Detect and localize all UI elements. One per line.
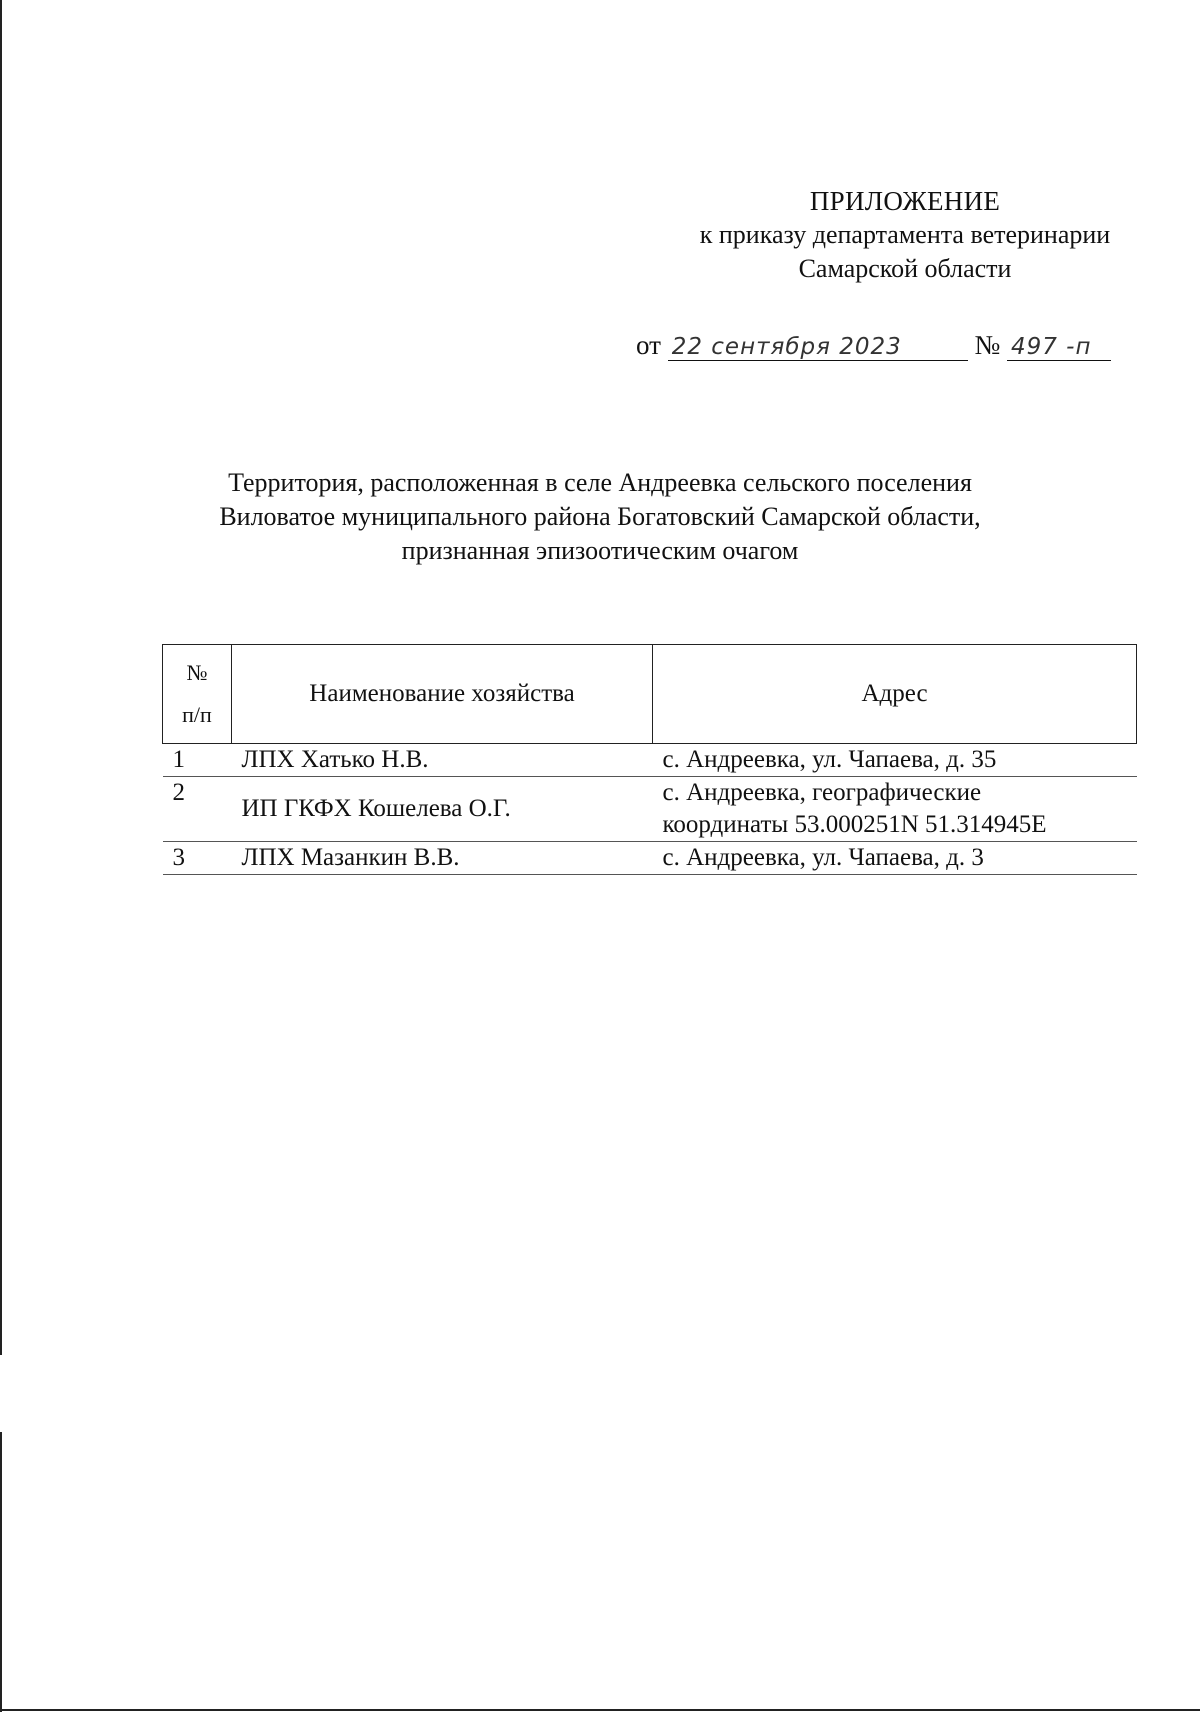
order-number: 497 -п (1007, 334, 1111, 361)
document-title-line2: Виловатое муниципального района Богатовский Самарской области, (219, 502, 981, 531)
row-address (653, 842, 1137, 875)
scan-edge-bottom (0, 1709, 1200, 1711)
row-address-line1: с. Андреевка, ул. Чапаева, д. 3 (662, 844, 984, 871)
scan-edge-left-lower (0, 1432, 2, 1712)
document-title-line1: Территория, расположенная в селе Андреевка сельского поселения (228, 468, 972, 497)
table-row (163, 842, 1137, 875)
row-address (653, 744, 1137, 777)
order-from-label: от (636, 330, 661, 360)
row-num: 1 (163, 744, 232, 777)
order-reference (636, 330, 1111, 361)
appendix-title: ПРИЛОЖЕНИЕ (809, 186, 1001, 216)
order-number-label: № (974, 330, 1001, 360)
document-title-line3: признанная эпизоотическим очагом (401, 536, 799, 565)
appendix-subtitle-line2: Самарской области (798, 254, 1012, 283)
scan-edge-left (0, 0, 2, 1355)
row-name: ЛПХ Хатько Н.В. (232, 744, 653, 777)
row-num: 2 (163, 777, 232, 842)
table-row (163, 777, 1137, 842)
farms-table-header (163, 645, 1137, 744)
header-cell-num (163, 645, 232, 744)
header-cell-address: Адрес (653, 645, 1137, 744)
farms-table-body (163, 744, 1137, 875)
row-name: ИП ГКФХ Кошелева О.Г. (232, 777, 653, 842)
row-address-line1: с. Андреевка, географические (662, 779, 982, 806)
header-num-abbrev: п/п (182, 702, 212, 727)
document-title (160, 466, 1040, 568)
row-address-line1: с. Андреевка, ул. Чапаева, д. 35 (662, 746, 997, 773)
farms-table (162, 644, 1137, 875)
header-row (163, 645, 1137, 744)
appendix-subtitle-line1: к приказу департамента ветеринарии (699, 220, 1111, 249)
row-num: 3 (163, 842, 232, 875)
row-name: ЛПХ Мазанкин В.В. (232, 842, 653, 875)
row-address-line2: координаты 53.000251N 51.314945E (662, 811, 1047, 838)
appendix-header (640, 184, 1170, 286)
table-row (163, 744, 1137, 777)
order-date: 22 сентября 2023 (668, 334, 968, 361)
header-num-symbol: № (186, 660, 208, 685)
row-address (653, 777, 1137, 842)
header-cell-name: Наименование хозяйства (232, 645, 653, 744)
